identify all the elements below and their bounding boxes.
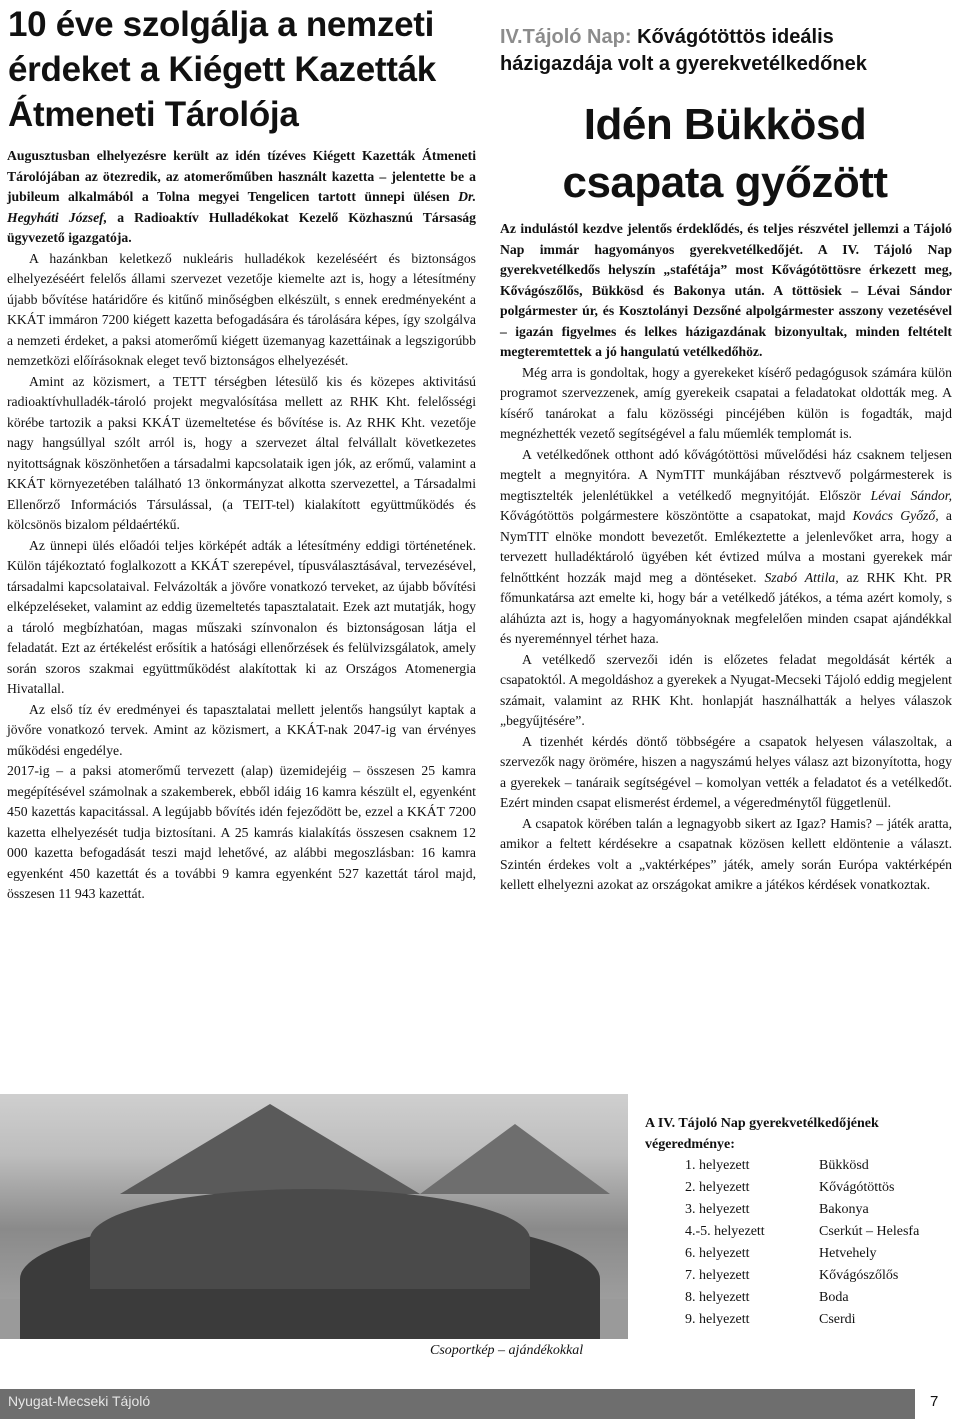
left-article-lead: Augusztusban elhelyezésre került az idén tízéves Kiégett Kazetták Átmeneti Tárolójában az ötezredik, az atomerőműben használt kazetta – jelentette be a jubileum alkalmából a Tolna megyei Tengelicen tartott ünnepi ülésen Dr. Hegyháti József, a Radioaktív Hulladékokat Kezelő Közhasznú Társaság ügyvezető igazgatója. — [7, 148, 476, 245]
table-row: 4.-5. helyezett Cserkút – Helesfa — [685, 1224, 920, 1239]
table-row: 8. helyezett Boda — [685, 1290, 849, 1305]
table-row: 1. helyezett Bükkösd — [685, 1158, 869, 1173]
paragraph: A vetélkedőnek otthont adó kővágótöttösi művelődési ház csaknem teljesen megtelt a megnyitóra. A NymTIT munkájában résztvevő polgármesterek is megtisztelték jelenlétükkel a vetélkedő megnyitóját. Először Lévai Sándor, Kővágótöttös polgármestere köszöntötte a csapatokat, majd Kovács Győző, a NymTIT elnöke mondott bevezetőt. Emlékeztette a jelenlevőket arra, hogy a tervezett hulladéktároló ügyében két évtized múlva a mostani gyerekek már felnőttként hozzák majd meg a döntéseket. Szabó Attila, az RHK Kht. PR főmunkatársa azt emelte ki, hogy bár a vetélkedő játékos, a téma azért komoly, s aláhúzta azt is, hogy a hagyományoknak megfelelően minden csapat ajándékkal és nyereménnyel térhet haza. — [500, 446, 952, 646]
paragraph: Amint az közismert, a TETT térségben létesülő kis és közepes aktivitású radioaktívhulladék-tároló projekt megvalósítása mellett az RHK Kht. felelősségi körébe tartozik a paksi KKÁT üzemeltetése és bővítése is. Az RHK Kht. vezetője nagy hangsúllyal szólt arról is, hogy a szervezet által felvállalt következetes nyitottságnak köszönhetően a társadalmi kapcsolataik igen jók, az erőmű, valamint a KKÁT környezetében található 13 önkormányzat alkotta szervezettel, a Társadalmi Ellenőrző Információs Társulással, (a TEIT-tel) kialakított együttműködés és kölcsönös bizalom példaértékű. — [7, 373, 476, 532]
table-row: 3. helyezett Bakonya — [685, 1202, 869, 1217]
paragraph: Az első tíz év eredményei és tapasztalatai mellett jelentős hangsúlyt kaptak a jövőre vonatkozó tervek. Amint az közismert, a KKÁT-nak 2047-ig van érvényes működési engedélye. — [7, 701, 476, 758]
group-photo — [0, 1094, 628, 1339]
left-article-title: 10 éve szolgálja a nemzeti érdeket a Kiégett Kazetták Átmeneti Tárolója — [8, 5, 436, 134]
table-row: 2. helyezett Kővágótöttös — [685, 1180, 895, 1195]
lead-person-name: Dr. Hegyháti József, — [7, 189, 476, 225]
person-name: Kovács Győző, — [852, 508, 939, 523]
table-row: 6. helyezett Hetvehely — [685, 1246, 877, 1261]
photo-caption: Csoportkép – ajándékokkal — [430, 1343, 584, 1358]
results-table — [685, 1155, 919, 1331]
footer-publication-name: Nyugat-Mecseki Tájoló — [8, 1393, 151, 1409]
results-box — [645, 1113, 955, 1331]
paragraph: A hazánkban keletkező nukleáris hulladékok kezeléséért és biztonságos elhelyezéséért felelős állami szervezet vezetője kiemelte azt is, hogy a létesítmény újabb bővítése határidőre és kitűnő minőségben elkészült, s ennek eredményeként a KKÁT immáron 7200 kiégett kazetta befogadására és tárolására képes, így szolgálva a nemzeti érdeket, a paksi atomerőmű kiégett üzemanyag kazettáinak a legszigorúbb nemzetközi előírásoknak eleget tevő biztonságos elhelyezését. — [7, 250, 476, 368]
right-article-title: Idén Bükkösd csapata győzött — [562, 100, 888, 207]
right-article-kicker: IV.Tájoló Nap: Kővágótöttös ideális házigazdája volt a gyerekvetélkedőnek — [500, 26, 867, 75]
paragraph: Az ünnepi ülés előadói teljes körképét adták a létesítmény eddigi történetének. Külön tájékoztató foglalkozott a KKÁT szerepével, típusválasztásával, tervezésével, társadalmi kapcsolataival. Felvázolták a jövőre vonatkozó terveket, az újabb bővítési elképzeléseket, valamint az eddig üzemeltetés tapasztalatait. Ezek azt mutatják, hogy a tároló megbízhatóan, magas műszaki színvonalon és biztonságosan látja el feladatát. Ezt az értékelést erősítik a hatósági ellenőrzések és felülvizsgálatok, amely során szoros szakmai együttműködést alakítottak ki az Országos Atomenergia Hivatallal. — [7, 537, 476, 696]
right-article-lead: Az indulástól kezdve jelentős érdeklődés, és teljes részvétel jellemzi a Tájoló Nap immár hagyományos gyerekvetélkedőjét. A IV. Tájoló Nap gyerekvetélkedős helyszín „stafétája” most Kővágótöttösre érkezett meg, Kővágószőlős, Bükkösd és Bakonya után. A töttösiek – Lévai Sándor polgármester úr, és Kosztolányi Dezsőné alpolgármester asszony vezetésével – igazán figyelmes és lelkes házigazdának bizonyultak, minden feltételt megteremtettek a jó hangulatú vetélkedőhöz. — [500, 221, 952, 359]
paragraph: 2017-ig – a paksi atomerőmű tervezett (alap) üzemidejéig – összesen 25 kamra megépítésével számolnak a szakemberek, ebből idáig 16 kamra készült el, egyenként 450 kazettás kapacitással. A legújabb bővítés idén fejeződött be, ezzel a KKÁT 7200 kazetta elhelyezését tudja biztosítani. A 25 kamrás kialakítás összesen csaknem 12 000 kazetta befogadását teszi majd lehetővé, az alábbi megoszlásban: 16 kamra egyenként 450 kazettát és a további 9 kamra egyenként 527 kazettát tárol majd, összesen 11 943 kazettát. — [7, 763, 476, 901]
paragraph: Még arra is gondoltak, hogy a gyerekeket kísérő pedagógusok számára külön programot szervezzenek, amíg gyerekeik csapatai a feladatokat oldották meg. A kísérő tanárokat a falu közösségi pincéjében külön is fogadták, majd megnézhették vezető segítségével a falu műemlék templomát is. — [500, 364, 952, 441]
left-article-body — [7, 146, 476, 905]
paragraph: A tizenhét kérdés döntő többségére a csapatok helyesen válaszoltak, a szervezők nagy örömére, hiszen a nagyszámú helyes válasz azt bizonyította, hogy a gyerekek – tanáraik segítségével – komolyan vették a feladatot és a vetélkedőt. Ezért minden csapat elismerést érdemel, a végeredménytől függetlenül. — [500, 733, 952, 810]
results-title: A IV. Tájoló Nap gyerekvetélkedőjének végeredménye: — [645, 1116, 879, 1152]
photo-building — [420, 1124, 610, 1194]
photo-building — [120, 1104, 420, 1194]
table-row: 9. helyezett Cserdi — [685, 1312, 856, 1327]
table-row: 7. helyezett Kővágószőlős — [685, 1268, 899, 1283]
person-name: Lévai Sándor, — [870, 487, 952, 503]
photo-crowd — [90, 1189, 530, 1289]
paragraph: A csapatok körében talán a legnagyobb sikert az Igaz? Hamis? – játék aratta, amikor a feltett kérdésekre a csapatnak közösen kellett eldöntenie a választ. Szintén érdekes volt a „vaktérképes” játék, amely során Európa vaktérképén kellett elhelyezni azokat az országokat amikre a játékos kérdések vonatkoztak. — [500, 815, 952, 892]
page-number: 7 — [930, 1393, 939, 1410]
person-name: Szabó Attila, — [764, 569, 839, 585]
right-article-body — [500, 219, 952, 896]
paragraph: A vetélkedő szervezői idén is előzetes feladat megoldását kérték a csapatoktól. A megoldáshoz a gyerekek a Nyugat-Mecseki Tájoló eddig megjelent számait, valamint az RHK Kht. honlapját használhatták a helyes válaszok „begyűjtésére”. — [500, 651, 952, 728]
